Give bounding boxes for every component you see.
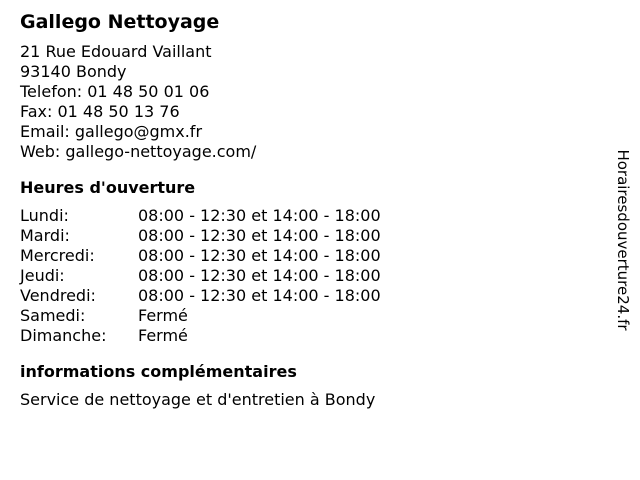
hours-row-friday xyxy=(20,286,600,306)
opening-hours-heading: Heures d'ouverture xyxy=(20,178,196,197)
day-label: Samedi: xyxy=(20,306,86,325)
day-label: Dimanche: xyxy=(20,326,107,345)
city-postal: 93140 Bondy xyxy=(20,62,127,81)
additional-info-text: Service de nettoyage et d'entretien à Bondy xyxy=(20,390,376,409)
hours-row-tuesday xyxy=(20,226,600,246)
additional-info-heading: informations complémentaires xyxy=(20,362,297,381)
opening-hours-table xyxy=(20,206,600,346)
fax-line: Fax: 01 48 50 13 76 xyxy=(20,102,180,121)
business-name: Gallego Nettoyage xyxy=(20,11,220,33)
day-hours: Fermé xyxy=(138,306,188,325)
business-card xyxy=(20,10,600,410)
street-address: 21 Rue Edouard Vaillant xyxy=(20,42,212,61)
day-label: Lundi: xyxy=(20,206,69,225)
hours-row-wednesday xyxy=(20,246,600,266)
hours-row-monday xyxy=(20,206,600,226)
day-hours: 08:00 - 12:30 et 14:00 - 18:00 xyxy=(138,286,381,305)
phone-line: Telefon: 01 48 50 01 06 xyxy=(20,82,210,101)
address-block xyxy=(20,42,600,162)
day-hours: 08:00 - 12:30 et 14:00 - 18:00 xyxy=(138,226,381,245)
hours-row-sunday xyxy=(20,326,600,346)
day-label: Mercredi: xyxy=(20,246,95,265)
day-hours: 08:00 - 12:30 et 14:00 - 18:00 xyxy=(138,266,381,285)
day-hours: 08:00 - 12:30 et 14:00 - 18:00 xyxy=(138,246,381,265)
hours-row-thursday xyxy=(20,266,600,286)
day-hours: 08:00 - 12:30 et 14:00 - 18:00 xyxy=(138,206,381,225)
day-hours: Fermé xyxy=(138,326,188,345)
hours-row-saturday xyxy=(20,306,600,326)
day-label: Vendredi: xyxy=(20,286,96,305)
email-line: Email: gallego@gmx.fr xyxy=(20,122,203,141)
website-line: Web: gallego-nettoyage.com/ xyxy=(20,142,257,161)
side-brand-text: Horairesdouverture24.fr xyxy=(614,149,632,331)
day-label: Jeudi: xyxy=(20,266,65,285)
day-label: Mardi: xyxy=(20,226,70,245)
